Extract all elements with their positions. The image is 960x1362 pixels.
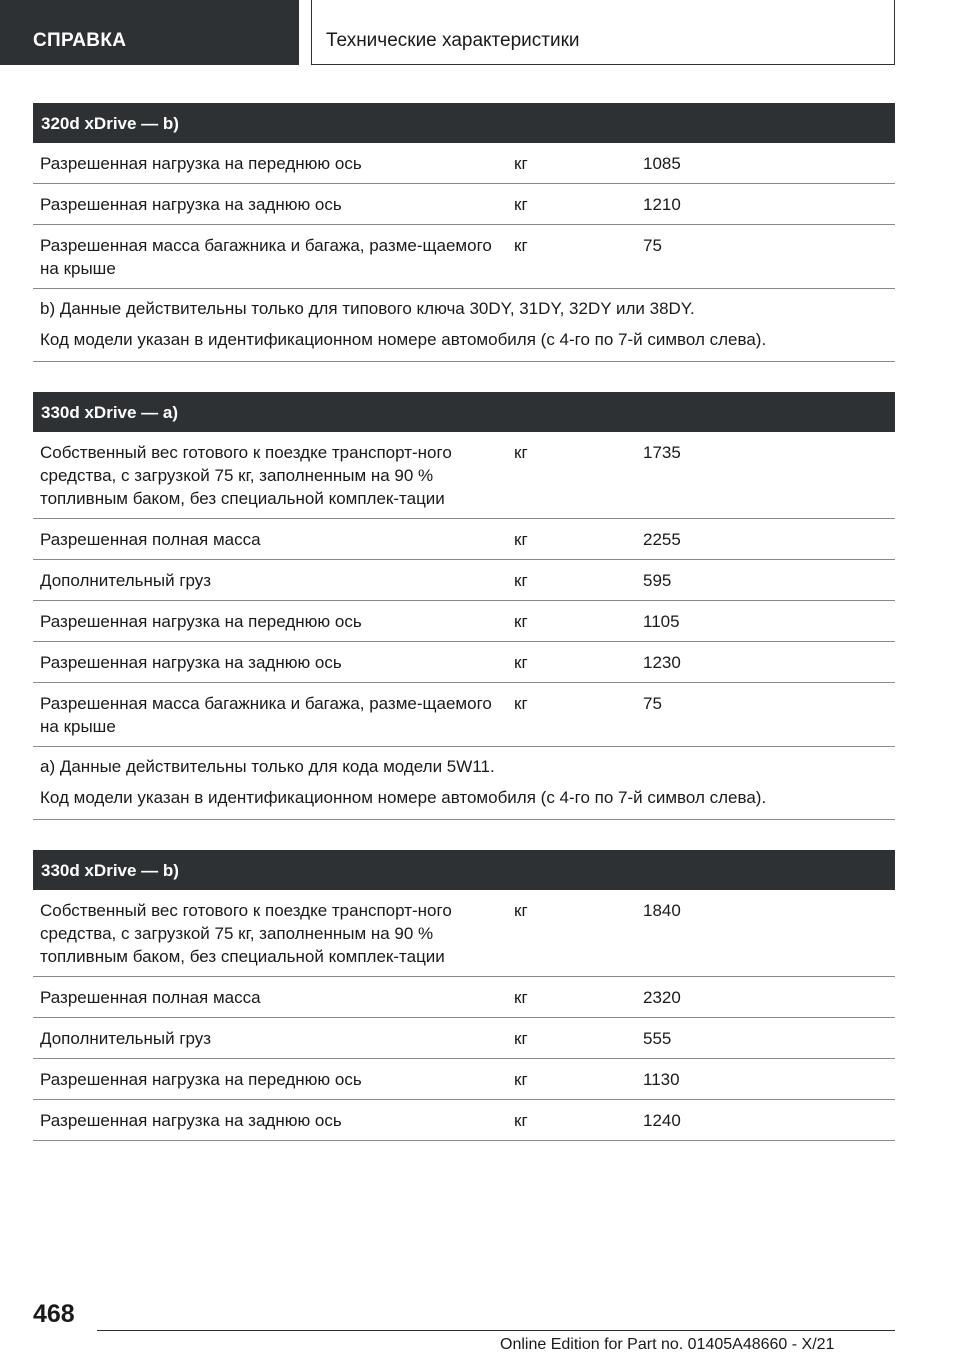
table-row xyxy=(33,1100,895,1141)
row-unit: кг xyxy=(514,571,528,590)
row-label: Разрешенная нагрузка на переднюю ось xyxy=(40,612,362,631)
row-label: Дополнительный груз xyxy=(40,571,212,590)
row-unit: кг xyxy=(514,988,528,1007)
row-unit: кг xyxy=(514,653,528,672)
row-value: 1105 xyxy=(643,612,680,631)
row-value: 2255 xyxy=(643,530,681,549)
row-label: Разрешенная масса багажника и багажа, разме-щаемого на крыше xyxy=(40,236,492,278)
row-value: 75 xyxy=(643,694,662,713)
row-label: Собственный вес готового к поездке транспорт-ного средства, с загрузкой 75 кг, заполненным на 90 % топливным баком, без специальной комплек-тации xyxy=(40,443,452,508)
row-value: 1085 xyxy=(643,154,681,173)
row-label: Разрешенная нагрузка на заднюю ось xyxy=(40,195,342,214)
table-row xyxy=(33,432,895,519)
table-row xyxy=(33,519,895,560)
table-row xyxy=(33,977,895,1018)
table-notes xyxy=(33,289,895,362)
row-label: Разрешенная полная масса xyxy=(40,988,261,1007)
footer-divider xyxy=(97,1330,895,1331)
row-value: 2320 xyxy=(643,988,681,1007)
row-value: 1130 xyxy=(643,1070,680,1089)
page-number: 468 xyxy=(33,1300,75,1328)
row-label: Разрешенная нагрузка на переднюю ось xyxy=(40,1070,362,1089)
spec-table xyxy=(33,103,895,362)
row-unit: кг xyxy=(514,195,528,214)
row-unit: кг xyxy=(514,530,528,549)
footnote: b) Данные действительны только для типового ключа 30DY, 31DY, 32DY или 38DY. xyxy=(40,299,695,318)
table-row xyxy=(33,560,895,601)
row-unit: кг xyxy=(514,443,528,462)
section-header xyxy=(0,0,299,65)
page-title-box xyxy=(311,0,895,65)
table-row xyxy=(33,601,895,642)
row-label: Дополнительный груз xyxy=(40,1029,212,1048)
table-row xyxy=(33,225,895,289)
table-row xyxy=(33,1018,895,1059)
row-value: 1230 xyxy=(643,653,681,672)
section-label: СПРАВКА xyxy=(33,30,127,51)
row-unit: кг xyxy=(514,236,528,255)
row-unit: кг xyxy=(514,1070,528,1089)
row-value: 555 xyxy=(643,1029,672,1048)
row-unit: кг xyxy=(514,1111,528,1130)
row-label: Разрешенная нагрузка на переднюю ось xyxy=(40,154,362,173)
row-unit: кг xyxy=(514,154,528,173)
table-row xyxy=(33,683,895,747)
table-title: 330d xDrive — b) xyxy=(33,850,895,890)
table-title: 330d xDrive — a) xyxy=(33,392,895,432)
page-title: Технические характеристики xyxy=(326,30,580,51)
footer-edition: Online Edition for Part no. 01405A48660 - X/21 xyxy=(500,1336,835,1353)
row-value: 1210 xyxy=(643,195,681,214)
footnote: Код модели указан в идентификационном номере автомобиля (с 4-го по 7-й символ слева). xyxy=(40,330,767,349)
spec-table xyxy=(33,392,895,820)
table-row xyxy=(33,890,895,977)
row-value: 75 xyxy=(643,236,662,255)
row-value: 595 xyxy=(643,571,672,590)
row-label: Разрешенная масса багажника и багажа, разме-щаемого на крыше xyxy=(40,694,492,736)
row-value: 1735 xyxy=(643,443,681,462)
footnote: a) Данные действительны только для кода модели 5W11. xyxy=(40,757,495,776)
table-row xyxy=(33,1059,895,1100)
row-unit: кг xyxy=(514,612,528,631)
table-title: 320d xDrive — b) xyxy=(33,103,895,143)
row-label: Разрешенная нагрузка на заднюю ось xyxy=(40,1111,342,1130)
row-unit: кг xyxy=(514,694,528,713)
footnote: Код модели указан в идентификационном номере автомобиля (с 4-го по 7-й символ слева). xyxy=(40,788,767,807)
table-notes xyxy=(33,747,895,820)
table-row xyxy=(33,642,895,683)
row-value: 1240 xyxy=(643,1111,681,1130)
table-row xyxy=(33,184,895,225)
row-label: Собственный вес готового к поездке транспорт-ного средства, с загрузкой 75 кг, заполненным на 90 % топливным баком, без специальной комплек-тации xyxy=(40,901,452,966)
row-label: Разрешенная полная масса xyxy=(40,530,261,549)
row-unit: кг xyxy=(514,901,528,920)
spec-table xyxy=(33,850,895,1141)
row-value: 1840 xyxy=(643,901,681,920)
spec-content xyxy=(33,103,895,1171)
row-unit: кг xyxy=(514,1029,528,1048)
row-label: Разрешенная нагрузка на заднюю ось xyxy=(40,653,342,672)
table-row xyxy=(33,143,895,184)
